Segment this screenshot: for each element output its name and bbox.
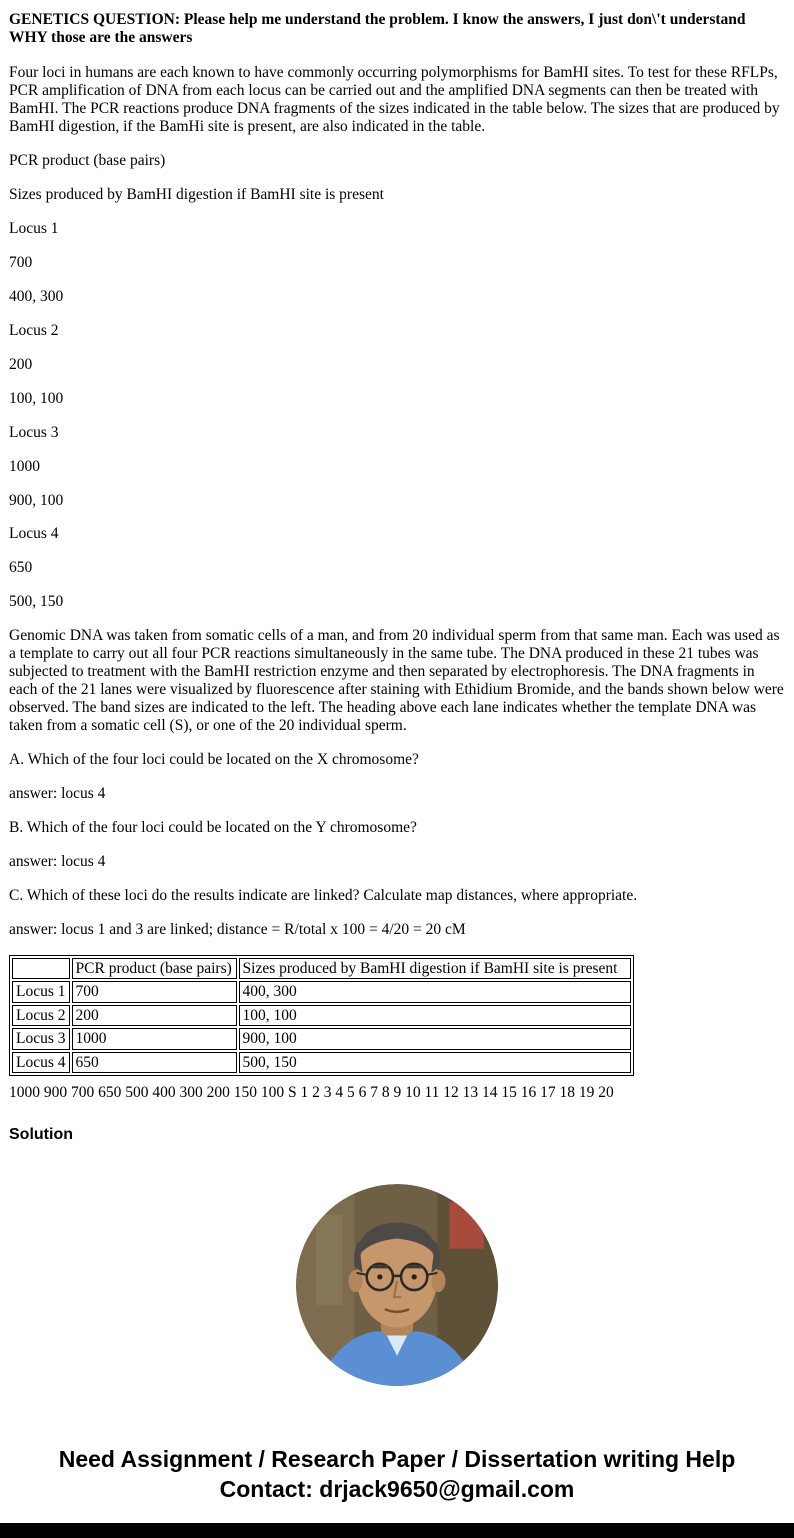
table-cell-pcr: 200 [72,1005,237,1026]
table-text-line: 900, 100 [9,491,64,509]
table-text-line: 100, 100 [9,389,64,407]
table-text-line: 650 [9,559,33,577]
table-row [12,1028,631,1049]
loci-table [9,955,634,1076]
table-header-cell: PCR product (base pairs) [72,958,237,979]
table-header-row [12,958,631,979]
table-text-line: Locus 3 [9,423,59,441]
footer-help-text: Need Assignment / Research Paper / Dissertation writing Help [58,1445,736,1472]
tutor-photo-illustration [296,1184,498,1386]
tutor-photo [296,1184,498,1386]
photo-container [9,1184,785,1391]
table-text-line: Locus 1 [9,219,59,237]
table-cell-locus: Locus 1 [12,981,70,1002]
table-cell-pcr: 650 [72,1052,237,1073]
table-cell-locus: Locus 3 [12,1028,70,1049]
answer-a: answer: locus 4 [9,785,106,803]
question-title: GENETICS QUESTION: Please help me understand the problem. I know the answers, I just don\'t understand WHY those are the answers [9,11,746,46]
table-text-line: 700 [9,253,33,271]
table-cell-sizes: 900, 100 [239,1028,631,1049]
table-text-line: 400, 300 [9,287,64,305]
table-cell-locus: Locus 2 [12,1005,70,1026]
table-text-line: 200 [9,355,33,373]
table-cell-sizes: 100, 100 [239,1005,631,1026]
table-cell-sizes: 500, 150 [239,1052,631,1073]
table-row [12,981,631,1002]
bottom-bar [0,1523,794,1538]
table-text-line: 1000 [9,457,40,475]
gel-lane-labels: 1000 900 700 650 500 400 300 200 150 100 S 1 2 3 4 5 6 7 8 9 10 11 12 13 14 15 16 17 18 19 20 [9,1083,614,1101]
answer-b: answer: locus 4 [9,853,106,871]
question-b: B. Which of the four loci could be located on the Y chromosome? [9,819,417,837]
question-c: C. Which of these loci do the results indicate are linked? Calculate map distances, where appropriate. [9,887,638,905]
footer-contact-email: Contact: drjack9650@gmail.com [219,1475,575,1502]
question-a: A. Which of the four loci could be located on the X chromosome? [9,751,419,769]
table-cell-locus: Locus 4 [12,1052,70,1073]
table-text-line: Sizes produced by BamHI digestion if BamHI site is present [9,185,384,203]
table-text-line: Locus 2 [9,321,59,339]
table-header-cell [12,958,70,979]
intro-paragraph: Four loci in humans are each known to have commonly occurring polymorphisms for BamHI sites. To test for these RFLPs, PCR amplification of DNA from each locus can be carried out and the amplified DNA segments can then be treated with BamHI. The PCR reactions produce DNA fragments of the sizes indicated in the table below. The sizes that are produced by BamHI digestion, if the BamHi site is present, are also indicated in the table. [9,63,780,135]
solution-heading: Solution [9,1125,73,1143]
table-cell-sizes: 400, 300 [239,981,631,1002]
table-text-line: 500, 150 [9,593,64,611]
table-row [12,1005,631,1026]
experiment-paragraph: Genomic DNA was taken from somatic cells of a man, and from 20 individual sperm from that same man. Each was used as a template to carry out all four PCR reactions simultaneously in the same tube. The DNA produced in these 21 tubes was subjected to treatment with the BamHI restriction enzyme and then separated by electrophoresis. The DNA fragments in each of the 21 lanes were visualized by fluorescence after staining with Ethidium Bromide, and the bands shown below were observed. The band sizes are indicated to the left. The heading above each lane indicates whether the template DNA was taken from a somatic cell (S), or one of the 20 individual sperm. [9,627,784,735]
table-row [12,1052,631,1073]
table-cell-pcr: 700 [72,981,237,1002]
footer-promo [27,1445,767,1505]
table-text-line: PCR product (base pairs) [9,151,166,169]
table-header-cell: Sizes produced by BamHI digestion if BamHI site is present [239,958,631,979]
answer-c: answer: locus 1 and 3 are linked; distance = R/total x 100 = 4/20 = 20 cM [9,921,466,939]
table-cell-pcr: 1000 [72,1028,237,1049]
table-text-line: Locus 4 [9,525,59,543]
